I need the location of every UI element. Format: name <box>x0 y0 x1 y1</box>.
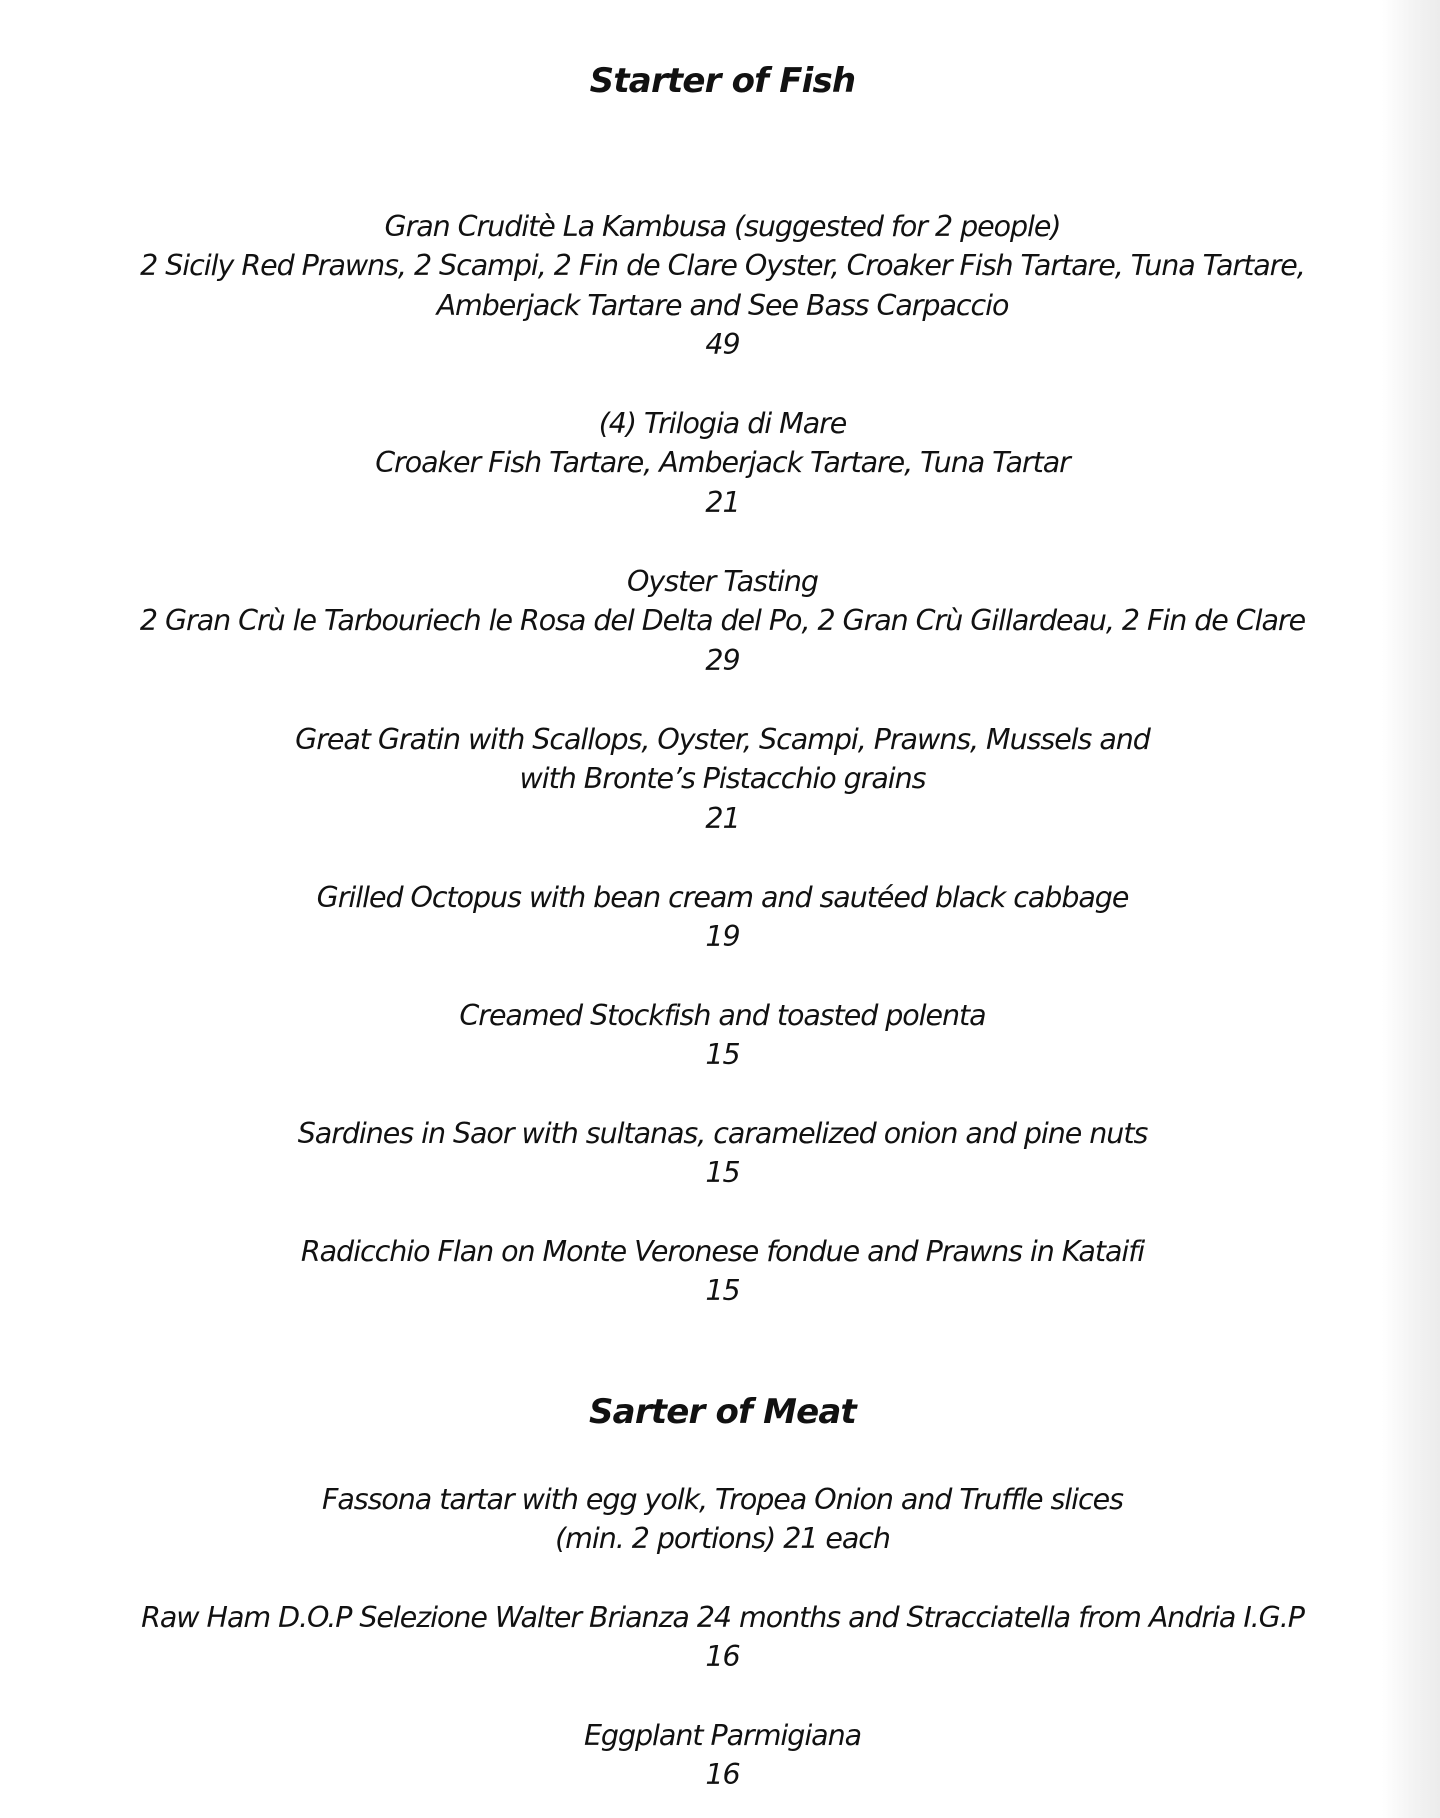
dish-description: 2 Gran Crù le Tarbouriech le Rosa del Delta del Po, 2 Gran Crù Gillardeau, 2 Fin de Clare <box>139 604 1306 638</box>
dish-price: 15 <box>705 1274 740 1308</box>
dish-price: 49 <box>705 327 740 361</box>
dish-description: Croaker Fish Tartare, Amberjack Tartare, Tuna Tartar <box>375 446 1070 480</box>
dish-name: Grilled Octopus with bean cream and sautéed black cabbage <box>316 881 1129 914</box>
dish-name: (4) Trilogia di Mare <box>598 407 847 440</box>
section-title-fish: Starter of Fish <box>589 61 856 101</box>
dish-price: 15 <box>705 1038 740 1072</box>
dish-name: Great Gratin with Scallops, Oyster, Scampi, Prawns, Mussels and <box>295 723 1150 756</box>
dish-price: 29 <box>705 643 740 677</box>
dish-name: Raw Ham D.O.P Selezione Walter Brianza 24 months and Stracciatella from Andria I.G.P <box>141 1601 1304 1634</box>
dish-eggplant-parmigiana <box>0 1716 1440 1795</box>
dish-price: 21 <box>705 801 740 835</box>
dish-price: (min. 2 portions) 21 each <box>555 1522 890 1556</box>
dish-gran-crudite <box>0 207 1440 364</box>
dish-name: Gran Cruditè La Kambusa (suggested for 2 people) <box>384 210 1061 243</box>
section-title-meat: Sarter of Meat <box>589 1392 856 1432</box>
dish-grilled-octopus <box>0 878 1440 957</box>
dish-name: Fassona tartar with egg yolk, Tropea Onion and Truffle slices <box>322 1483 1123 1516</box>
dish-price: 16 <box>705 1640 740 1674</box>
dish-description: 2 Sicily Red Prawns, 2 Scampi, 2 Fin de Clare Oyster, Croaker Fish Tartare, Tuna Tartare, <box>140 249 1305 283</box>
dish-name: Oyster Tasting <box>627 565 818 598</box>
dish-name: Creamed Stockfish and toasted polenta <box>459 999 986 1032</box>
dish-description: Amberjack Tartare and See Bass Carpaccio <box>436 288 1009 322</box>
dish-name: with Bronte’s Pistacchio grains <box>519 762 926 796</box>
dish-trilogia-di-mare <box>0 404 1440 522</box>
dish-raw-ham <box>0 1598 1440 1677</box>
dish-name: Eggplant Parmigiana <box>583 1719 862 1752</box>
dish-name: Radicchio Flan on Monte Veronese fondue and Prawns in Kataifi <box>300 1235 1145 1268</box>
dish-price: 16 <box>705 1758 740 1792</box>
dish-name: Sardines in Saor with sultanas, caramelized onion and pine nuts <box>297 1117 1148 1150</box>
dish-price: 15 <box>705 1156 740 1190</box>
dish-price: 21 <box>705 485 740 519</box>
dish-sardines-in-saor <box>0 1114 1440 1193</box>
dish-creamed-stockfish <box>0 996 1440 1075</box>
dish-fassona-tartar <box>0 1480 1440 1559</box>
dish-radicchio-flan <box>0 1232 1440 1311</box>
dish-price: 19 <box>705 920 740 954</box>
dish-great-gratin <box>0 720 1440 838</box>
dish-oyster-tasting <box>0 562 1440 680</box>
